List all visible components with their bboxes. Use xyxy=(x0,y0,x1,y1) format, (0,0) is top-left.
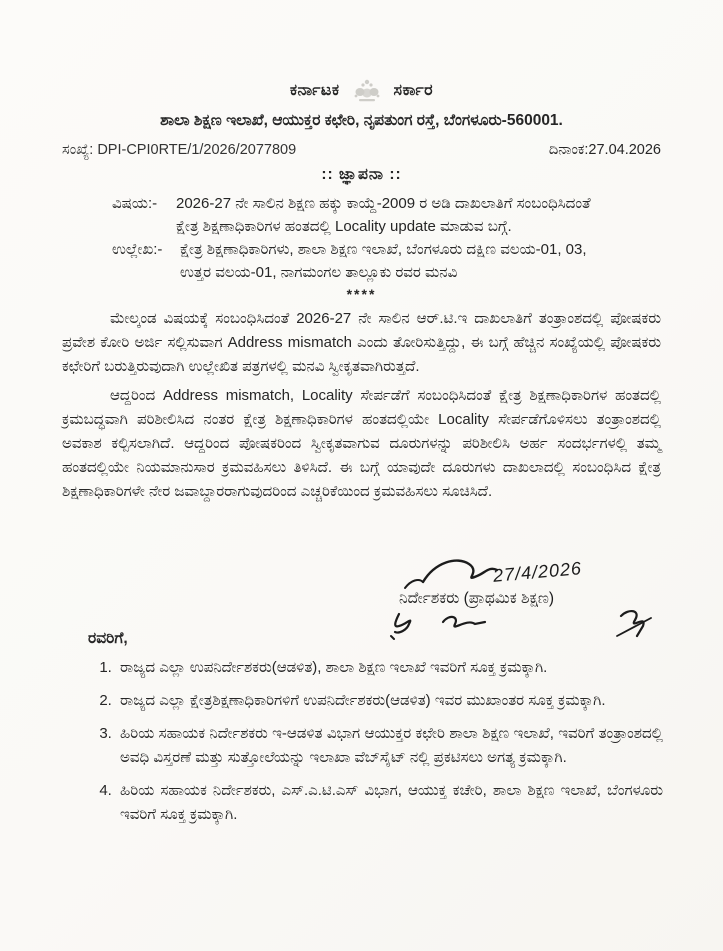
letter-number-value: DPI-CPI0RTE/1/2026/2077809 xyxy=(97,142,297,158)
government-name-left: ಕರ್ನಾಟಕ xyxy=(289,82,340,99)
body-paragraph-2: ಆದ್ದರಿಂದ Address mismatch, Locality ಸೇರ್ಪಡೆಗೆ ಸಂಬಂಧಿಸಿದಂತೆ ಕ್ಷೇತ್ರ ಶಿಕ್ಷಣಾಧಿಕಾರಿಗಳ ಹಂತದಲ್ಲಿ ಕ್ರಮಬದ್ಧವಾಗಿ ಪರಿಶೀಲಿಸಿದ ನಂತರ ಕ್ಷೇತ್ರ ಶಿಕ್ಷಣಾಧಿಕಾರಿಗಳ ಹಂತದಲ್ಲಿಯೇ Locality ಸೇರ್ಪಡೆಗೊಳಿಸಲು ತಂತ್ರಾಂಶದಲ್ಲಿ ಅವಕಾಶ ಕಲ್ಪಿಸಲಾಗಿದೆ. ಆದ್ದರಿಂದ ಪೋಷಕರಿಂದ ಸ್ವೀಕೃತವಾಗುವ ದೂರುಗಳನ್ನು ಪರಿಶೀಲಿಸಿ ಅರ್ಹ ಸಂದರ್ಭಗಳಲ್ಲಿ ತಮ್ಮ ಹಂತದಲ್ಲಿಯೇ ನಿಯಮಾನುಸಾರ ಕ್ರಮವಹಿಸಲು ತಿಳಿಸಿದೆ. ಈ ಬಗ್ಗೆ ಯಾವುದೇ ದೂರುಗಳು ದಾಖಲಾದಲ್ಲಿ ಸಂಬಂಧಿಸಿದ ಕ್ಷೇತ್ರ ಶಿಕ್ಷಣಾಧಿಕಾರಿಗಳೇ ನೇರ ಜವಾಬ್ದಾರರಾಗುವುದರಿಂದ ಎಚ್ಚರಿಕೆಯಿಂದ ಕ್ರಮವಹಿಸಲು ಸೂಚಿಸಿದೆ. xyxy=(62,387,661,500)
government-header-line xyxy=(62,76,661,106)
recipients-salutation: ರವರಿಗೆ, xyxy=(88,630,128,647)
subject-label: ವಿಷಯ:- xyxy=(112,195,158,212)
subject-text: 2026-27 ನೇ ಸಾಲಿನ ಶಿಕ್ಷಣ ಹಕ್ಕು ಕಾಯ್ದೆ-2009 ರ ಅಡಿ ದಾಖಲಾತಿಗೆ ಸಂಬಂಧಿಸಿದಂತೆ ಕ್ಷೇತ್ರ ಶಿಕ್ಷಣಾಧಿಕಾರಿಗಳ ಹಂತದಲ್ಲಿ Locality update ಮಾಡುವ ಬಗ್ಗೆ. xyxy=(176,195,591,235)
reference-row xyxy=(112,238,661,284)
letter-number-label: ಸಂಖ್ಯೆ: xyxy=(62,142,94,158)
subject-row xyxy=(112,192,661,238)
letter-date-label: ದಿನಾಂಕ: xyxy=(548,142,589,158)
recipients-section xyxy=(88,630,663,836)
signatory-designation: ನಿರ್ದೇಶಕರು (ಪ್ರಾಥಮಿಕ ಶಿಕ್ಷಣ) xyxy=(399,590,555,607)
recipient-item: 1. ರಾಜ್ಯದ ಎಲ್ಲಾ ಉಪನಿರ್ದೇಶಕರು(ಆಡಳಿತ), ಶಾಲಾ ಶಿಕ್ಷಣ ಇಲಾಖೆ ಇವರಿಗೆ ಸೂಕ್ತ ಕ್ರಮಕ್ಕಾಗಿ. xyxy=(116,656,663,680)
recipient-item: 4. ಹಿರಿಯ ಸಹಾಯಕ ನಿರ್ದೇಶಕರು, ಎಸ್.ಎ.ಟಿ.ಎಸ್ ವಿಭಾಗ, ಆಯುಕ್ತ ಕಚೇರಿ, ಶಾಲಾ ಶಿಕ್ಷಣ ಇಲಾಖೆ, ಬೆಂಗಳೂರು ಇವರಿಗೆ ಸೂಕ್ತ ಕ್ರಮಕ್ಕಾಗಿ. xyxy=(116,779,663,827)
body-paragraph-1: ಮೇಲ್ಕಂಡ ವಿಷಯಕ್ಕೆ ಸಂಬಂಧಿಸಿದಂತೆ 2026-27 ನೇ ಸಾಲಿನ ಆರ್.ಟಿ.ಇ ದಾಖಲಾತಿಗೆ ತಂತ್ರಾಂಶದಲ್ಲಿ ಪೋಷಕರು ಪ್ರವೇಶ ಕೋರಿ ಅರ್ಜಿ ಸಲ್ಲಿಸುವಾಗ Address mismatch ಎಂದು ತೋರಿಸುತ್ತಿದ್ದು, ಈ ಬಗ್ಗೆ ಹೆಚ್ಚಿನ ಸಂಖ್ಯೆಯಲ್ಲಿ ಪೋಷಕರು ಕಛೇರಿಗೆ ಬರುತ್ತಿರುವುದಾಗಿ ಉಲ್ಲೇಖಿತ ಪತ್ರಗಳಲ್ಲಿ ಮನವಿ ಸ್ವೀಕೃತವಾಗಿರುತ್ತದೆ. xyxy=(62,310,661,375)
recipients-list xyxy=(88,656,663,827)
recipient-item: 3. ಹಿರಿಯ ಸಹಾಯಕ ನಿರ್ದೇಶಕರು ಇ-ಆಡಳಿತ ವಿಭಾಗ ಆಯುಕ್ತರ ಕಛೇರಿ ಶಾಲಾ ಶಿಕ್ಷಣ ಇಲಾಖೆ, ಇವರಿಗೆ ತಂತ್ರಾಂಶದಲ್ಲಿ ಅವಧಿ ವಿಸ್ತರಣೆ ಮತ್ತು ಸುತ್ತೋಲೆಯನ್ನು ಇಲಾಖಾ ವೆಬ್‌ಸೈಟ್ ನಲ್ಲಿ ಪ್ರಕಟಿಸಲು ಅಗತ್ಯ ಕ್ರಮಕ್ಕಾಗಿ. xyxy=(116,722,663,770)
recipient-item: 2. ರಾಜ್ಯದ ಎಲ್ಲಾ ಕ್ಷೇತ್ರಶಿಕ್ಷಣಾಧಿಕಾರಿಗಳಿಗೆ ಉಪನಿರ್ದೇಶಕರು(ಆಡಳಿತ) ಇವರ ಮುಖಾಂತರ ಸೂಕ್ತ ಕ್ರಮಕ್ಕಾಗಿ. xyxy=(116,689,663,713)
letter-date-value: 27.04.2026 xyxy=(588,142,661,158)
memo-title: :: ಜ್ಞಾಪನಾ :: xyxy=(321,166,402,183)
number-date-row xyxy=(62,142,661,158)
government-name-right: ಸರ್ಕಾರ xyxy=(393,82,434,99)
reference-text: ಕ್ಷೇತ್ರ ಶಿಕ್ಷಣಾಧಿಕಾರಿಗಳು, ಶಾಲಾ ಶಿಕ್ಷಣ ಇಲಾಖೆ, ಬೆಂಗಳೂರು ದಕ್ಷಿಣ ವಲಯ-01, 03, ಉತ್ತರ ವಲಯ-01, ನಾಗಮಂಗಲ ತಾಲ್ಲೂಕು ರವರ ಮನವಿ xyxy=(180,241,587,281)
stars-separator: **** xyxy=(346,286,377,302)
karnataka-emblem-icon xyxy=(350,76,384,106)
handwritten-date: 27/4/2026 xyxy=(492,558,583,586)
department-address-line: ಶಾಲಾ ಶಿಕ್ಷಣ ಇಲಾಖೆ, ಆಯುಕ್ತರ ಕಛೇರಿ, ನೃಪತುಂಗ ರಸ್ತೆ, ಬೆಂಗಳೂರು-560001. xyxy=(160,112,563,129)
subject-reference-block xyxy=(62,192,661,284)
reference-label: ಉಲ್ಲೇಖ:- xyxy=(112,241,163,258)
letter-number xyxy=(62,142,296,158)
letter-date xyxy=(549,142,661,158)
